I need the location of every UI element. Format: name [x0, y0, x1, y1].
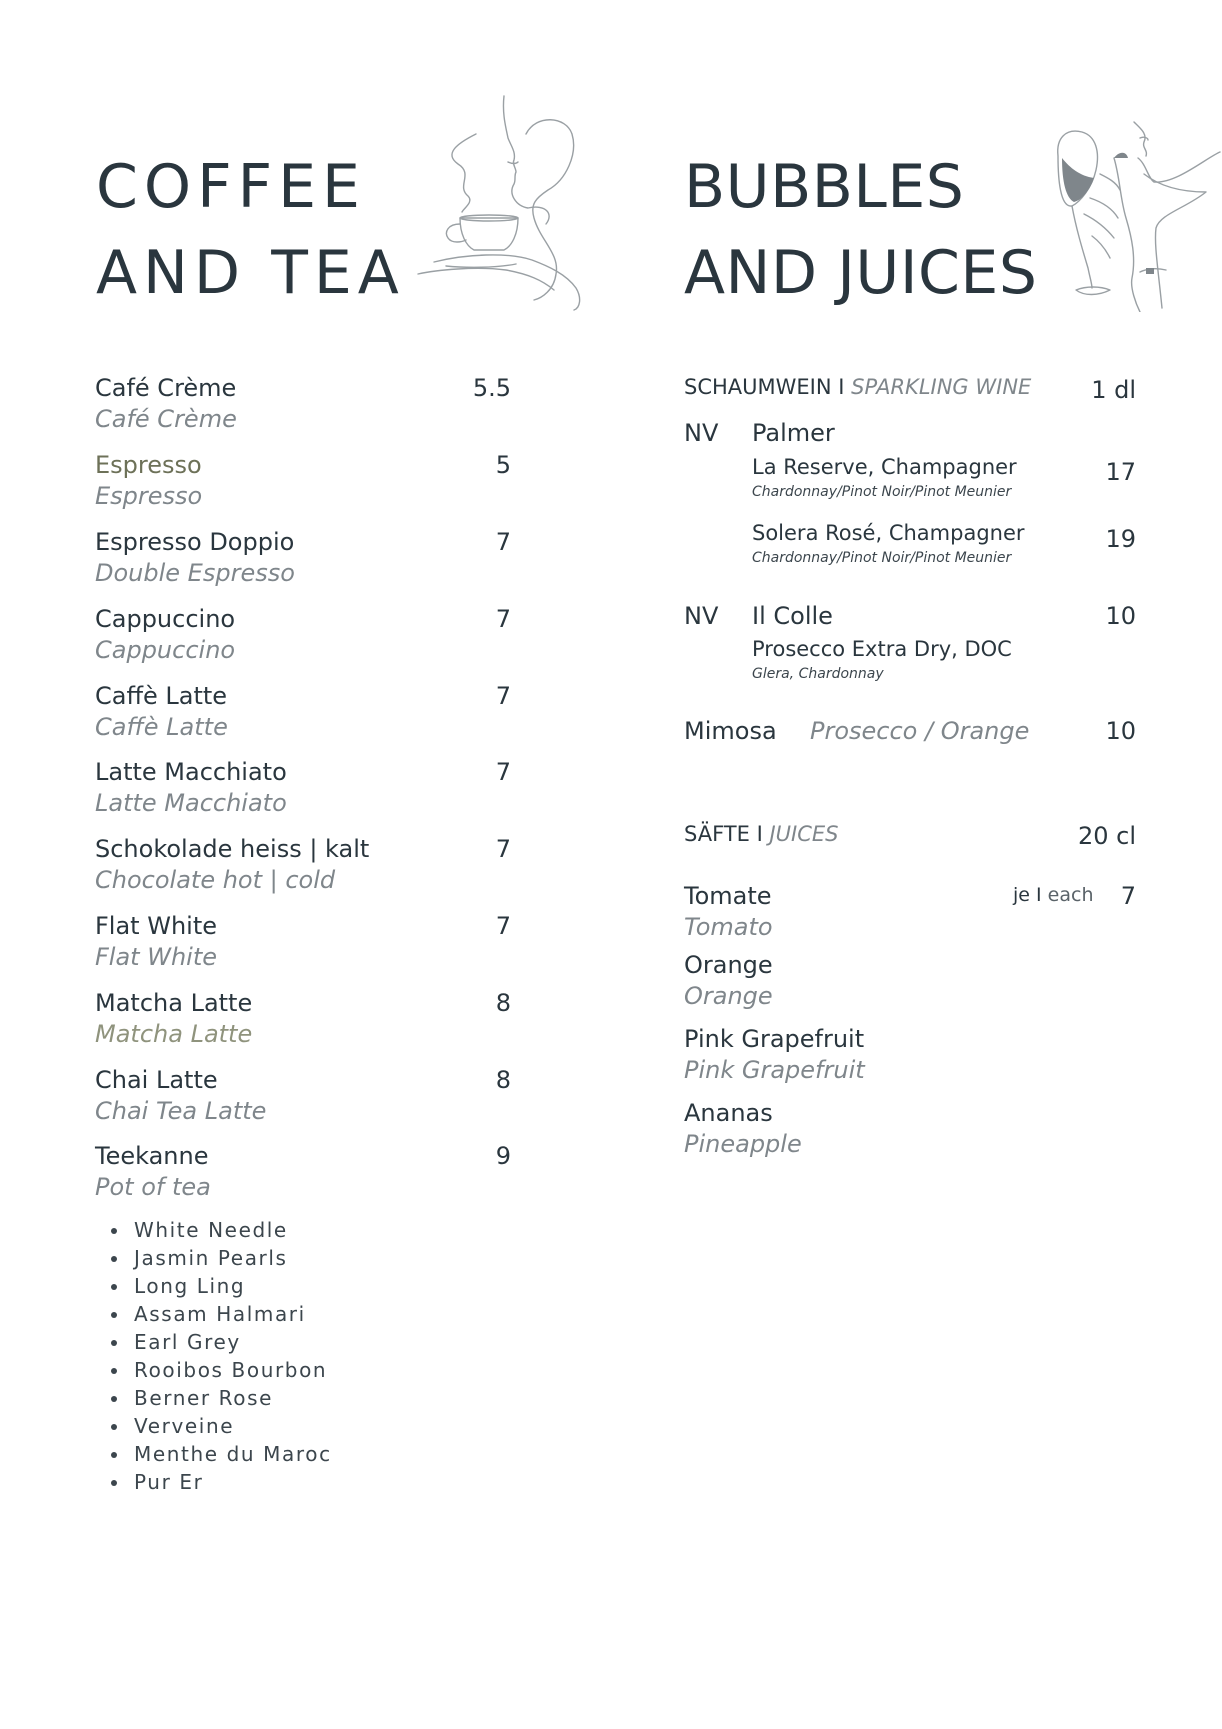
juices-price-note [1013, 884, 1094, 906]
menu-item-translation: Double Espresso [95, 559, 295, 587]
mimosa-name: Mimosa [684, 717, 777, 745]
wine-vintage: NV [684, 602, 719, 630]
mimosa-price: 10 [1105, 717, 1136, 745]
juices-heading [684, 822, 838, 846]
juices-price: 7 [1120, 882, 1136, 910]
menu-item-translation: Café Crème [95, 405, 237, 433]
juice-name: Tomate [684, 882, 772, 910]
tea-variety: • Verveine [130, 1412, 332, 1440]
tea-variety: • Pur Er [130, 1468, 332, 1496]
menu-item-translation: Cappuccino [95, 636, 236, 664]
title-line: AND TEA [96, 238, 405, 308]
menu-item-translation: Espresso [95, 482, 203, 510]
wine-vintage: NV [684, 419, 719, 447]
wine-name: Solera Rosé, Champagner [752, 521, 1025, 545]
menu-item-price: 5 [495, 451, 511, 479]
tea-variety: • Rooibos Bourbon [130, 1356, 332, 1384]
menu-item-price: 7 [495, 605, 511, 633]
juice-translation: Pink Grapefruit [684, 1056, 865, 1084]
tea-variety: • Long Ling [130, 1272, 332, 1300]
bubbles-juices-title [684, 144, 1037, 316]
menu-item-price: 7 [495, 682, 511, 710]
juice-translation: Pineapple [684, 1130, 802, 1158]
wine-grapes: Chardonnay/Pinot Noir/Pinot Meunier [752, 484, 1012, 500]
mimosa-description: Prosecco / Orange [810, 717, 1030, 745]
heading-en: JUICES [769, 822, 839, 846]
tea-variety: • Assam Halmari [130, 1300, 332, 1328]
tea-variety: • White Needle [130, 1216, 332, 1244]
juices-unit: 20 cl [1077, 822, 1136, 850]
juice-translation: Tomato [684, 913, 773, 941]
menu-item-price: 7 [495, 835, 511, 863]
juice-translation: Orange [684, 982, 773, 1010]
juice-name: Ananas [684, 1099, 773, 1127]
sparkling-unit: 1 dl [1091, 376, 1136, 404]
heading-de: SCHAUMWEIN I [684, 375, 845, 399]
heading-de: SÄFTE I [684, 822, 763, 846]
wine-price: 10 [1105, 602, 1136, 630]
menu-item-name: Schokolade heiss | kalt [95, 835, 370, 863]
price-note-en: each [1047, 884, 1094, 906]
price-note-de: je I [1013, 884, 1042, 906]
wine-producer: Palmer [752, 419, 835, 447]
sparkling-wine-heading [684, 375, 1031, 399]
menu-item-price: 7 [495, 528, 511, 556]
title-line: AND JUICES [684, 238, 1038, 308]
juice-name: Pink Grapefruit [684, 1025, 865, 1053]
menu-item-translation: Caffè Latte [95, 713, 228, 741]
menu-item-name: Teekanne [95, 1142, 209, 1170]
wine-price: 19 [1105, 525, 1136, 553]
tea-variety: • Berner Rose [130, 1384, 332, 1412]
menu-item-name: Matcha Latte [95, 989, 253, 1017]
menu-item-name: Café Crème [95, 374, 237, 402]
menu-item-name: Latte Macchiato [95, 758, 287, 786]
menu-item-price: 8 [495, 1066, 511, 1094]
menu-item-price: 7 [495, 912, 511, 940]
heading-en: SPARKLING WINE [851, 375, 1032, 399]
menu-item-name: Caffè Latte [95, 682, 228, 710]
tea-variety: • Jasmin Pearls [130, 1244, 332, 1272]
menu-item-translation: Flat White [95, 943, 218, 971]
tea-variety-list [98, 1216, 332, 1496]
menu-item-name: Flat White [95, 912, 218, 940]
wine-price: 17 [1105, 458, 1136, 486]
wine-grapes: Chardonnay/Pinot Noir/Pinot Meunier [752, 550, 1012, 566]
menu-item-name: Cappuccino [95, 605, 236, 633]
wine-producer: Il Colle [752, 602, 833, 630]
menu-item-translation: Pot of tea [95, 1173, 211, 1201]
menu-item-price: 9 [495, 1142, 511, 1170]
menu-item-translation: Matcha Latte [95, 1020, 253, 1048]
menu-item-price: 7 [495, 758, 511, 786]
title-line: BUBBLES [684, 152, 965, 222]
menu-item-price: 5.5 [472, 374, 511, 402]
wine-name: Prosecco Extra Dry, DOC [752, 637, 1012, 661]
tea-variety: • Menthe du Maroc [130, 1440, 332, 1468]
menu-item-name: Espresso [95, 451, 202, 479]
wine-name: La Reserve, Champagner [752, 455, 1017, 479]
wine-glass-illustration [1036, 118, 1222, 312]
menu-item-name: Chai Latte [95, 1066, 218, 1094]
coffee-tea-title [96, 144, 405, 316]
wine-grapes: Glera, Chardonnay [752, 666, 884, 682]
menu-item-translation: Chocolate hot | cold [95, 866, 336, 894]
menu-item-price: 8 [495, 989, 511, 1017]
tea-variety: • Earl Grey [130, 1328, 332, 1356]
menu-item-translation: Latte Macchiato [95, 789, 287, 817]
juice-name: Orange [684, 951, 773, 979]
menu-item-translation: Chai Tea Latte [95, 1097, 267, 1125]
title-line: COFFEE [96, 152, 366, 222]
menu-item-name: Espresso Doppio [95, 528, 295, 556]
coffee-drinker-illustration [416, 94, 596, 316]
